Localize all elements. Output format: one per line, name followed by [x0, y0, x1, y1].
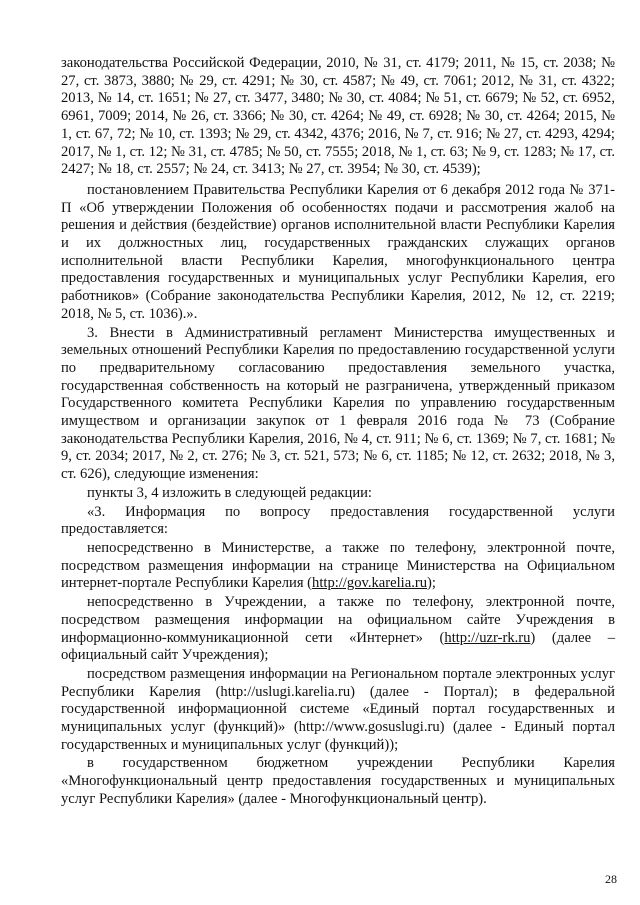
paragraph-mfc: в государственном бюджетном учреждении Республики Карелия «Многофункциональный центр предоставления государственных и муниципальных услуг Республики Карелия» (далее - Многофункциональный центр). — [61, 755, 615, 807]
ministry-text-end: ); — [427, 575, 436, 592]
paragraph-info-provided: «3. Информация по вопросу предоставления государственной услуги предоставляется: — [61, 503, 615, 538]
ministry-text: непосредственно в Министерстве, а также по телефону, электронной почте, посредством размещения информации на странице Министерства на Официальном интернет-портале Республики Карелия ( — [61, 539, 615, 592]
gov-karelia-link[interactable]: http://gov.karelia.ru — [312, 575, 428, 592]
paragraph-points: пункты 3, 4 изложить в следующей редакции: — [87, 484, 372, 501]
paragraph-portal: посредством размещения информации на Региональном портале электронных услуг Республики Карелия (http://uslugi.karelia.ru) (далее - Портал); в федеральной государственной информационной системе «Единый портал государственных и муниципальных услуг (функций)» (http://www.gosuslugi.ru) (далее - Единый портал государственных и муниципальных услуг (функций)); — [61, 665, 615, 753]
paragraph-item-3: 3. Внести в Административный регламент Министерства имущественных и земельных отношений Республики Карелия по предоставлению государственной услуги по предварительному согласованию предоставления земельного участка, государственная собственность на который не разграничена, утвержденный приказом Государственного комитета Республики Карелия по управлению государственным имуществом и организации закупок от 1 февраля 2016 года № 73 (Собрание законодательства Республики Карелия, 2016, № 4, ст. 911; № 6, ст. 1369; № 7, ст. 1681; № 9, ст. 2034; 2017, № 2, ст. 276; № 3, ст. 521, 573; № 6, ст. 1185; № 12, ст. 2632; 2018, № 3, ст. 626), следующие изменения: — [61, 324, 615, 483]
page-number: 28 — [605, 872, 617, 886]
institution-text: непосредственно в Учреждении, а также по телефону, электронной почте, посредством размещения информации на официальном сайте Учреждения в информационно-коммуникационной сети «Интернет» ( — [61, 594, 615, 646]
paragraph-resolution: постановлением Правительства Республики Карелия от 6 декабря 2012 года № 371-П «Об утверждении Положения об особенностях подачи и рассмотрения жалоб на решения и действия (бездействие) органов исполнительной власти Республики Карелия и их должностных лиц, государственных гражданских служащих органов исполнительной власти Республики Карелия, многофункционального центра предоставления государственных и муниципальных услуг Республики Карелия, его работников» (Собрание законодательства Республики Карелия, 2012, № 12, ст. 2219; 2018, № 5, ст. 1036).». — [61, 181, 615, 322]
paragraph-legislation-refs: законодательства Российской Федерации, 2010, № 31, ст. 4179; 2011, № 15, ст. 2038; № 27, ст. 3873, 3880; № 29, ст. 4291; № 30, ст. 4587; № 49, ст. 7061; 2012, № 31, ст. 4322; 2013, № 14, ст. 1651; № 27, ст. 3477, 3480; № 30, ст. 4084; № 51, ст. 6679; № 52, ст. 6952, 6961, 7009; 2014, № 26, ст. 3366; № 30, ст. 4264; № 49, ст. 6928; № 30, ст. 4264; 2015, № 1, ст. 67, 72; № 10, ст. 1393; № 29, ст. 4342, 4376; 2016, № 7, ст. 916; № 27, ст. 4293, 4294; 2017, № 1, ст. 12; № 31, ст. 4785; № 50, ст. 7555; 2018, № 1, ст. 63; № 9, ст. 1283; № 17, ст. 2427; № 18, ст. 2557; № 24, ст. 3413; № 27, ст. 3954; № 30, ст. 4539); — [61, 55, 615, 178]
institution-text-end: ) (далее – официальный сайт Учреждения); — [61, 629, 615, 664]
paragraph-institution — [61, 594, 615, 665]
paragraph-ministry — [61, 540, 615, 593]
uzr-rk-link[interactable]: http://uzr-rk.ru — [444, 629, 531, 646]
document-body — [61, 55, 615, 810]
